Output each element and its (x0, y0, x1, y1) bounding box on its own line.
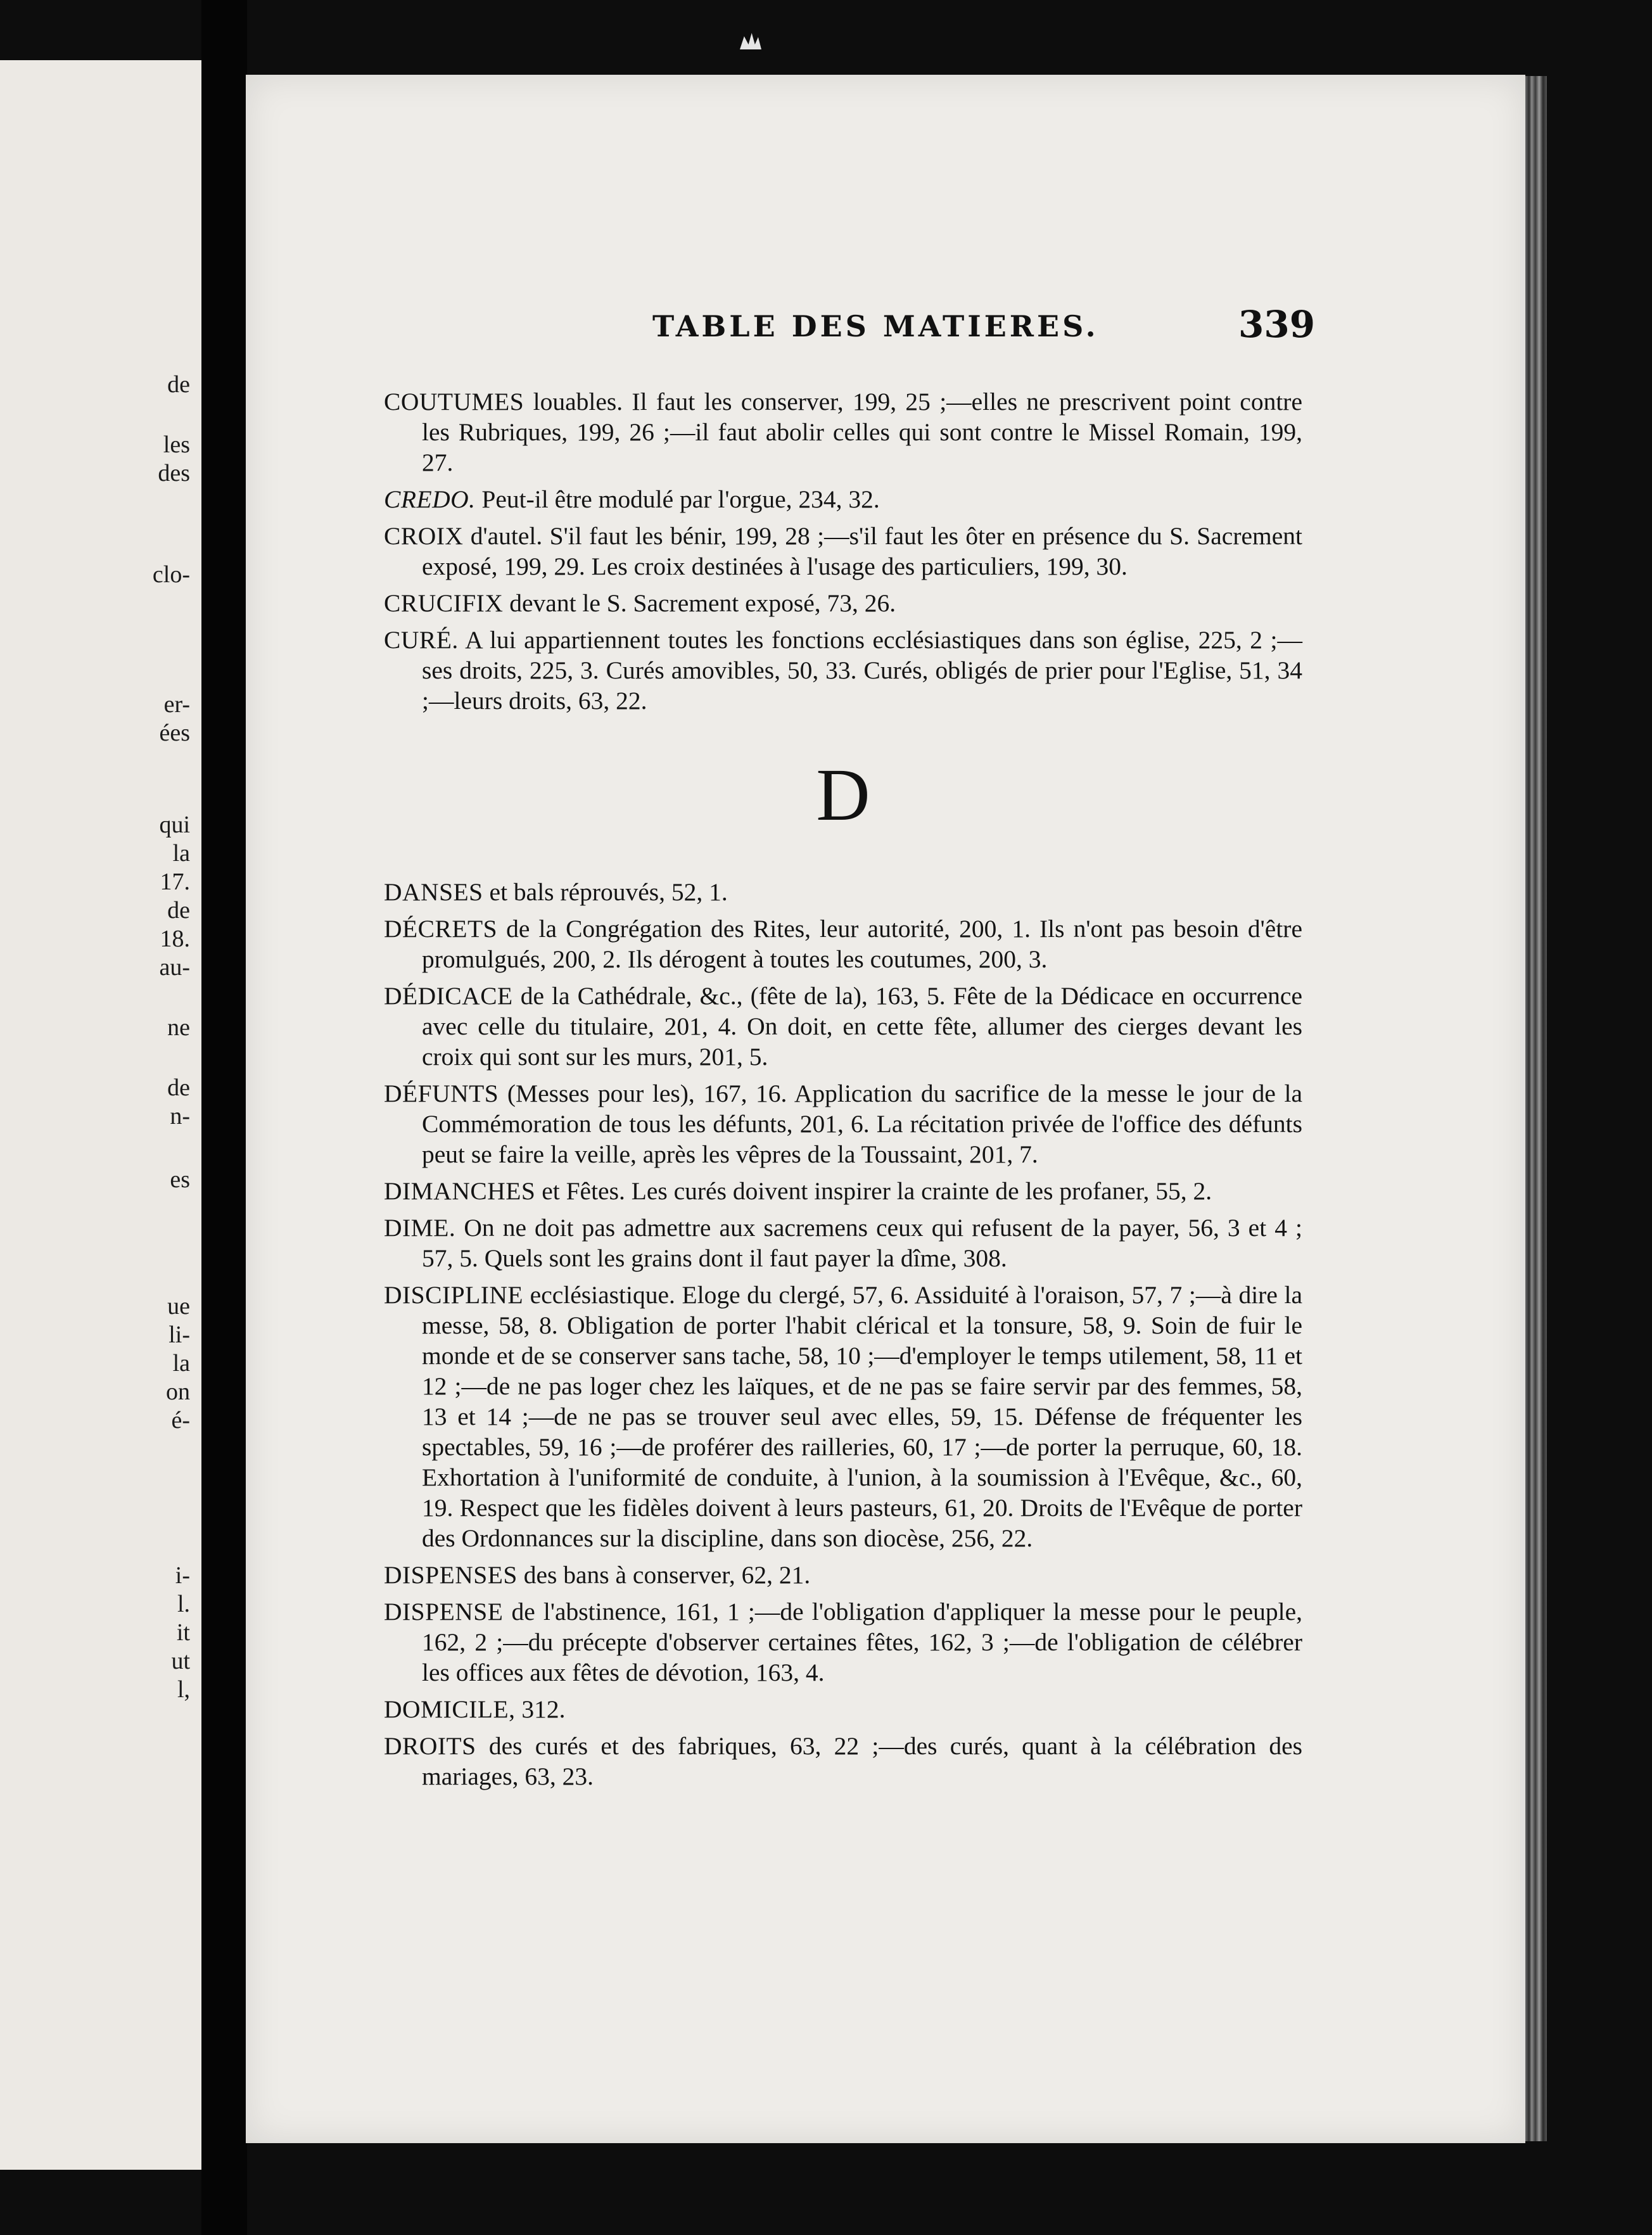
entry-text: devant le S. Sacrement exposé, 73, 26. (503, 589, 896, 617)
facing-page-text: l, (177, 1676, 190, 1703)
entry-heading: DÉCRETS (384, 915, 498, 943)
entry-heading: DISPENSE (384, 1598, 504, 1626)
index-entry (384, 1078, 1302, 1169)
entry-heading: DÉFUNTS (384, 1079, 499, 1107)
facing-page-text: é- (171, 1407, 190, 1434)
entry-text: et Fêtes. Les curés doivent inspirer la crainte de les profaner, 55, 2. (535, 1177, 1212, 1205)
index-entry (384, 386, 1302, 478)
facing-page-text: i- (175, 1562, 190, 1589)
entry-text: des bans à conserver, 62, 21. (517, 1561, 811, 1589)
index-entry (384, 1280, 1302, 1553)
facing-page-text: la (172, 840, 190, 867)
index-entry (384, 981, 1302, 1072)
index-entry (384, 1213, 1302, 1273)
entry-heading: CRUCIFIX (384, 589, 504, 617)
facing-page-text: ées (159, 720, 190, 746)
index-entry (384, 1560, 1302, 1590)
entry-heading: DISPENSES (384, 1561, 518, 1589)
entry-heading: DIMANCHES (384, 1177, 536, 1205)
facing-page-text: de (167, 371, 190, 398)
facing-page-text: de (167, 897, 190, 924)
facing-page-text: la (172, 1350, 190, 1377)
index-entry (384, 521, 1302, 582)
entry-heading: DISCIPLINE (384, 1281, 524, 1309)
index-entry (384, 877, 1302, 907)
entry-text: 312. (515, 1695, 566, 1723)
entry-text: des curés et des fabriques, 63, 22 ;—des curés, quant à la célébration des mariages, 63, 23. (422, 1732, 1302, 1790)
book-gutter (201, 0, 247, 2235)
entry-text: A lui appartiennent toutes les fonctions ecclésiastiques dans son église, 225, 2 ;—ses droits, 225, 3. Curés amovibles, 50, 33. Curés, obligés de prier pour l'Eglise, 51, 34 ;—leurs droits, 63, 22. (422, 626, 1302, 715)
facing-page-text: 18. (160, 926, 190, 952)
facing-page-text: qui (159, 812, 190, 838)
index-entry (384, 914, 1302, 974)
entry-text: ecclésiastique. Eloge du clergé, 57, 6. Assiduité à l'oraison, 57, 7 ;—à dire la messe, 58, 8. Obligation de porter l'habit clérical et la tonsure, 58, 9. Soin de fuir le monde et de se conserver sans tache, 58, 10 ;—d'employer le temps utilement, 58, 11 et 12 ;—de ne pas loger chez les laïques, et de ne pas se faire servir par des femmes, 58, 13 et 14 ;—de ne pas se trouver seul avec elles, 59, 15. Défense de fréquenter les spectables, 59, 16 ;—de proférer des railleries, 60, 17 ;—de porter la perruque, 60, 18. Exhortation à l'uniformité de conduite, à l'union, à la soumission à l'Evêque, &c., 60, 19. Respect que les fidèles doivent à leurs pasteurs, 61, 20. Droits de l'Evêque de porter des Ordonnances sur la discipline, dans son diocèse, 256, 22. (422, 1281, 1302, 1552)
facing-page-text: it (176, 1619, 190, 1646)
entry-heading: DANSES (384, 878, 483, 906)
section-letter: D (816, 753, 870, 836)
entry-text: louables. Il faut les conserver, 199, 25 ;—elles ne prescrivent point contre les Rubriques, 199, 26 ;—il faut abolir celles qui sont contre le Missel Romain, 199, 27. (422, 388, 1302, 476)
facing-page-text: les (163, 431, 190, 458)
entry-heading: CURÉ. (384, 626, 459, 654)
facing-page-text: es (170, 1166, 190, 1193)
index-entry (384, 484, 1302, 514)
facing-page-text: de (167, 1074, 190, 1101)
facing-page-text: l. (177, 1591, 190, 1617)
entry-heading: DÉDICACE (384, 982, 513, 1010)
entry-heading: CREDO. (384, 485, 476, 513)
entries-c (384, 386, 1302, 716)
entries-d (384, 877, 1302, 1792)
facing-page-text: li- (168, 1321, 190, 1348)
facing-page-text: des (158, 460, 190, 487)
entry-text: Peut-il être modulé par l'orgue, 234, 32. (475, 485, 880, 513)
index-entry (384, 1176, 1302, 1206)
index-entry (384, 625, 1302, 716)
entry-text: de la Cathédrale, &c., (fête de la), 163, 5. Fête de la Dédicace en occurrence avec celle du titulaire, 201, 4. On doit, en cette fête, allumer des cierges devant les croix qui sont sur les murs, 201, 5. (422, 982, 1302, 1071)
facing-page-text: clo- (152, 561, 190, 588)
scanner-mark (740, 33, 761, 49)
entry-text: et bals réprouvés, 52, 1. (483, 878, 728, 906)
entry-text: On ne doit pas admettre aux sacremens ceux qui refusent de la payer, 56, 3 et 4 ; 57, 5. Quels sont les grains dont il faut payer la dîme, 308. (422, 1214, 1302, 1272)
entry-heading: DROITS (384, 1732, 476, 1760)
facing-page-text: au- (159, 954, 190, 981)
entry-text: (Messes pour les), 167, 16. Application du sacrifice de la messe le jour de la Commémoration de tous les défunts, 201, 6. La récitation privée de l'office des défunts peut se faire la veille, après les vêpres de la Toussaint, 201, 7. (422, 1079, 1302, 1168)
facing-page-text: 17. (160, 869, 190, 895)
index-entry (384, 1731, 1302, 1792)
index-content (384, 386, 1302, 1798)
index-entry (384, 588, 1302, 618)
index-entry (384, 1694, 1302, 1724)
facing-page-text: ne (167, 1014, 190, 1041)
facing-page-text: n- (170, 1103, 190, 1130)
facing-page-text: ue (167, 1293, 190, 1320)
page-number: 339 (1238, 303, 1316, 346)
index-entry (384, 1596, 1302, 1688)
entry-heading: DIME. (384, 1214, 456, 1242)
entry-heading: COUTUMES (384, 388, 524, 416)
facing-page-text: on (166, 1379, 190, 1405)
entry-text: de l'abstinence, 161, 1 ;—de l'obligation d'appliquer la messe pour le peuple, 162, 2 ;—du précepte d'observer certaines fêtes, 162, 3 ;—de l'obligation de célébrer les offices aux fêtes de dévotion, 163, 4. (422, 1598, 1302, 1686)
page-edges (1525, 76, 1547, 2141)
entry-text: d'autel. S'il faut les bénir, 199, 28 ;—s'il faut les ôter en présence du S. Sacrement exposé, 199, 29. Les croix destinées à l'usage des particuliers, 199, 30. (422, 522, 1302, 580)
facing-page-text: er- (163, 691, 190, 718)
entry-heading: CROIX (384, 522, 464, 550)
facing-page-text: ut (171, 1648, 190, 1674)
entry-heading: DOMICILE, (384, 1695, 516, 1723)
facing-page-fragment (0, 60, 201, 2170)
running-head: TABLE DES MATIERES. (652, 309, 1099, 343)
entry-text: de la Congrégation des Rites, leur autorité, 200, 1. Ils n'ont pas besoin d'être promulgués, 200, 2. Ils dérogent à toutes les coutumes, 200, 3. (422, 915, 1302, 973)
